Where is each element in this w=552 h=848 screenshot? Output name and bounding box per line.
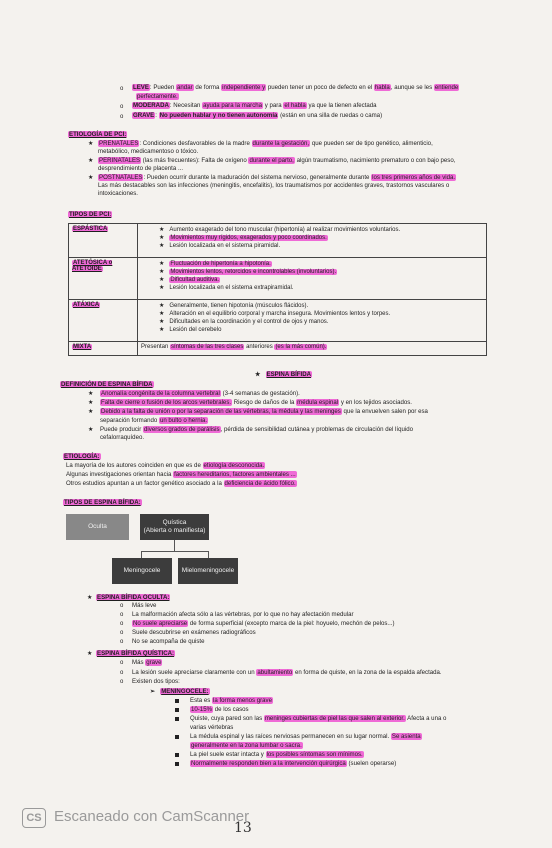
def-line-4: Puede producir diversos grados de parálisis, pérdida de sensibilidad cutánea y problemas de circulación del líquido	[100, 426, 414, 433]
bullet: o	[120, 104, 124, 110]
oculta-item: No suele apreciarse de forma superficial (excepto marca de la piel: hoyuelo, mechón de pelos...)	[133, 620, 395, 627]
watermark-text: Escaneado con CamScanner	[54, 808, 250, 825]
postnatales-line-3: intoxicaciones.	[98, 190, 138, 197]
moderada-line: MODERADA: Necesitan ayuda para la marcha y para el habla ya que la tienen afectada	[133, 102, 377, 109]
table-row	[69, 342, 487, 356]
table-row	[69, 258, 487, 300]
def-line-4b: cefalorraquídeo.	[100, 434, 145, 441]
list-item: ★ Generalmente, tienen hipotonía (músculos flácidos).	[159, 303, 309, 309]
meningocele-item-cont: generalmente en la zona lumbar o sacra.	[191, 742, 302, 749]
def-line-3: Debido a la falta de unión o por la separación de las vértebras, la médula y las meninges que la envuelven salen por esa	[101, 408, 428, 415]
postnatales-line: POSTNATALES: Pueden ocurrir durante la maduración del sistema nervioso, generalmente durante los tres primeros años de vida.	[99, 174, 456, 181]
square-bullet	[175, 735, 179, 739]
table-cell-items	[138, 258, 487, 300]
section-heading-etiologia: ETIOLOGÍA:	[64, 453, 100, 460]
list-item: ★ Lesión del cerebelo	[159, 327, 222, 333]
postnatales-line-2: Las más destacables son las infecciones (meningitis, encefalitis), los traumatismos por accidentes graves, trastornos vasculares o	[98, 182, 450, 189]
bullet: o	[120, 621, 124, 627]
perinatales-line-2: desprendimiento de placenta ...	[98, 165, 184, 172]
section-heading-quistica: ESPINA BÍFIDA QUÍSTICA:	[97, 650, 175, 657]
bullet: o	[120, 679, 124, 685]
section-heading-tipos-pci: TIPOS DE PCI:	[69, 211, 112, 218]
list-item: ★ Movimientos lentos, retorcidos e incontrolables (involuntarios).	[159, 269, 337, 275]
table-cell-type: ATÁXICA	[69, 300, 138, 342]
etio-line-1: La mayoría de los autores coinciden en que es de etiología desconocida.	[66, 462, 265, 469]
star-bullet: ★	[88, 141, 94, 147]
prenatales-line: PRENATALES: Condiciones desfavorables de la madre durante la gestación, que pueden ser de tipo genético, alimenticio,	[99, 140, 433, 147]
perinatales-line: PERINATALES (las más frecuentes): Falta de oxígeno durante el parto, algún traumatismo, nacimiento prematuro o con bajo peso,	[99, 157, 456, 164]
star-bullet: ★	[88, 391, 94, 397]
diagram-node-quistica: Quística (Abierta o manifiesta)	[140, 514, 209, 540]
table-cell-items	[138, 224, 487, 258]
bullet: o	[120, 639, 124, 645]
square-bullet	[175, 762, 179, 766]
prenatales-line-2: metabólico, medicamentoso o tóxico.	[98, 148, 199, 155]
diagram-connector	[174, 540, 175, 551]
bullet: o	[120, 114, 124, 120]
quistica-item: Más grave	[132, 659, 162, 666]
def-line-3b: separación formando un bulto o hernia.	[100, 417, 208, 424]
section-heading-meningocele: ➢ MENINGOCELE:	[150, 688, 209, 695]
quistica-item: Existen dos tipos:	[132, 678, 180, 685]
diagram-node-meningocele: Meningocele	[112, 558, 172, 584]
quistica-item: La lesión suele apreciarse claramente con un abultamiento en forma de quiste, en la zona de la espalda afectada.	[132, 669, 442, 676]
section-heading-definicion: DEFINICIÓN DE ESPINA BÍFIDA	[61, 381, 153, 388]
etio-line-3: Otros estudios apuntan a un factor genético asociado a la deficiencia de ácido fólico.	[66, 480, 296, 487]
meningocele-item: Esta es la forma menos grave	[190, 697, 272, 704]
bullet: o	[120, 86, 124, 92]
meningocele-item: Quiste, cuya pared son las meninges cubiertas de piel las que salen al exterior. Afecta a una o	[190, 715, 447, 722]
square-bullet	[175, 708, 179, 712]
table-row	[69, 300, 487, 342]
meningocele-item: La piel suele estar intacta y los posibles síntomas son mínimos.	[190, 751, 363, 758]
leve-line: LEVE: Pueden andar de forma independiente y pueden tener un poco de defecto en el habla, aunque se les entiende	[133, 84, 459, 91]
table-cell-type: MIXTA	[69, 342, 138, 356]
meningocele-item: La médula espinal y las raíces nerviosas permanecen en su lugar normal. Se asienta	[190, 733, 421, 740]
list-item: ★ Lesión localizada en el sistema extrapiramidal.	[159, 285, 294, 291]
leve-line-2: perfectamente.	[137, 93, 178, 100]
oculta-item: La malformación afecta sólo a las vértebras, por lo que no hay afectación medular	[132, 611, 354, 618]
bullet: o	[120, 603, 124, 609]
bullet: o	[120, 630, 124, 636]
section-title-espina-bifida: ★ ESPINA BÍFIDA	[255, 371, 312, 378]
etio-line-2: Algunas investigaciones orientan hacia factores hereditarios, factores ambientales ...	[66, 471, 296, 478]
star-bullet: ★	[88, 175, 94, 181]
square-bullet	[175, 699, 179, 703]
star-bullet: ★	[88, 427, 94, 433]
list-item: ★ Dificultad auditiva.	[159, 277, 220, 283]
meningocele-item-cont: varias vértebras	[190, 724, 234, 731]
diagram-connector	[141, 551, 142, 558]
star-bullet: ★	[88, 409, 94, 415]
star-bullet: ★	[88, 158, 94, 164]
list-item: ★ Alteración en el equilibrio corporal y marcha insegura. Movimientos lentos y torpes.	[159, 311, 391, 317]
oculta-item: Más leve	[132, 602, 157, 609]
meningocele-item: Normalmente responden bien a la intervención quirúrgica (suelen operarse)	[191, 760, 397, 767]
list-item: ★ Fluctuación de hipertonía a hipotonía.	[159, 261, 271, 267]
section-heading-tipos-espina: TIPOS DE ESPINA BÍFIDA:	[64, 499, 141, 506]
diagram-node-mielomeningocele: Mielomeningocele	[178, 558, 238, 584]
meningocele-item: 10-15% de los casos	[191, 706, 249, 713]
oculta-item: Suele descubrirse en exámenes radiográficos	[132, 629, 256, 636]
diagram-node-oculta: Oculta	[66, 514, 129, 540]
def-line-2: Falta de cierre o fusión de los arcos vertebrales. Riesgo de daños de la médula espinal y en los tejidos asociados.	[101, 399, 412, 406]
bullet: o	[120, 612, 124, 618]
star-bullet: ★	[87, 651, 93, 657]
grave-line: GRAVE: No pueden hablar y no tienen autonomía (están en una silla de ruedas o cama)	[133, 112, 383, 119]
star-bullet: ★	[87, 595, 93, 601]
table-row	[69, 224, 487, 258]
def-line-1: Anomalía congénita de la columna vertebral (3-4 semanas de gestación).	[101, 390, 300, 397]
bullet: o	[120, 660, 124, 666]
oculta-item: No se acompaña de quiste	[132, 638, 205, 645]
star-bullet: ★	[88, 400, 94, 406]
list-item: ★ Lesión localizada en el sistema piramidal.	[159, 243, 281, 249]
diagram-connector	[208, 551, 209, 558]
table-cell-type: ESPÁSTICA	[69, 224, 138, 258]
square-bullet	[175, 753, 179, 757]
diagram-connector	[141, 551, 209, 552]
section-heading-etiologia-pci: ETIOLOGÍA DE PCI:	[69, 131, 127, 138]
list-item: ★ Movimientos muy rígidos, exagerados y poco coordinados.	[159, 235, 327, 241]
section-heading-oculta: ESPINA BÍFIDA OCULTA:	[97, 594, 170, 601]
camscanner-logo: CS	[22, 808, 46, 828]
page-number: 13	[234, 820, 252, 836]
bullet: o	[120, 670, 124, 676]
square-bullet	[175, 717, 179, 721]
table-cell-type: ATETÓSICA o ATETOIDE	[69, 258, 138, 300]
table-cell-items	[138, 300, 487, 342]
list-item: ★ Dificultades en la coordinación y el control de ojos y manos.	[159, 319, 329, 325]
list-item: ★ Aumento exagerado del tono muscular (hipertonía) al realizar movimientos voluntarios.	[159, 227, 401, 233]
tipos-pci-table	[68, 223, 487, 356]
table-cell-items: Presentan síntomas de las tres clases anteriores (es la más común).	[138, 342, 487, 356]
